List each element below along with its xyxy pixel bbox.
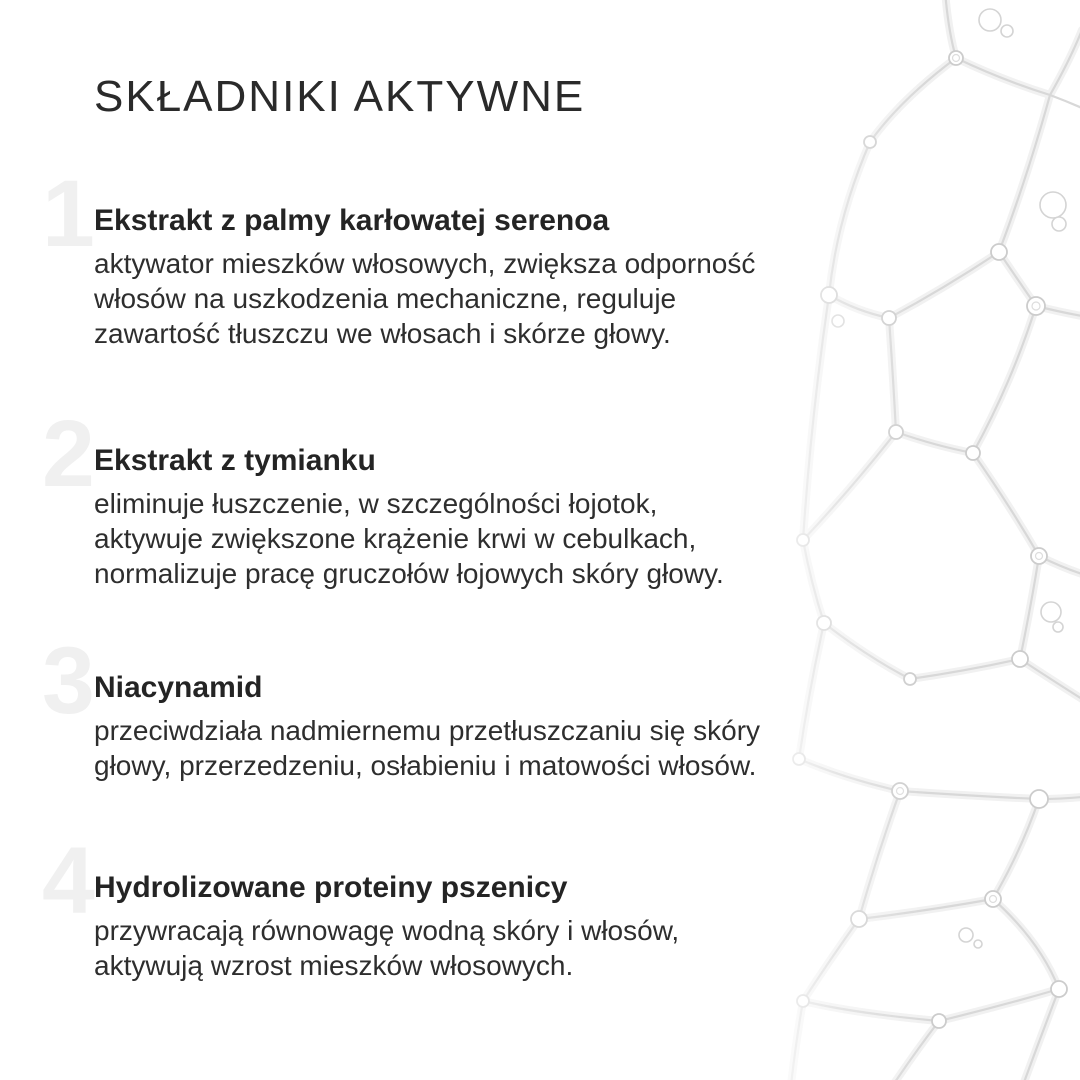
ingredient-description-line: zawartość tłuszczu we włosach i skórze głowy. <box>94 318 671 349</box>
ingredient-description-line: aktywują wzrost mieszków włosowych. <box>94 950 574 981</box>
ingredient-description-line: przeciwdziała nadmiernemu przetłuszczaniu się skóry <box>94 715 761 746</box>
ingredient-item-4 <box>42 828 680 983</box>
ingredient-description-line: normalizuje pracę gruczołów łojowych skóry głowy. <box>94 558 724 589</box>
ingredient-number-watermark: 1 <box>42 161 95 267</box>
ingredient-description-line: aktywuje zwiększone krążenie krwi w cebulkach, <box>94 523 697 554</box>
ingredient-description-line: aktywator mieszków włosowych, zwiększa odporność <box>94 248 756 279</box>
ingredient-description-line: przywracają równowagę wodną skóry i włosów, <box>94 915 680 946</box>
ingredient-name: Hydrolizowane proteiny pszenicy <box>94 871 568 904</box>
ingredient-number-watermark: 3 <box>42 628 95 734</box>
ingredient-item-2 <box>42 401 724 591</box>
ingredient-name: Ekstrakt z tymianku <box>94 444 376 477</box>
ingredient-number-watermark: 4 <box>42 828 95 934</box>
ingredient-description-line: głowy, przerzedzeniu, osłabieniu i matowości włosów. <box>94 750 757 781</box>
ingredient-item-1 <box>42 161 756 351</box>
ingredient-name: Ekstrakt z palmy karłowatej serenoa <box>94 204 610 237</box>
ingredient-name: Niacynamid <box>94 671 263 704</box>
ingredient-item-3 <box>42 628 761 783</box>
foam-bubbles-texture <box>740 0 1080 1080</box>
ingredient-description-line: eliminuje łuszczenie, w szczególności łojotok, <box>94 488 658 519</box>
ingredient-number-watermark: 2 <box>42 401 95 507</box>
ingredient-description-line: włosów na uszkodzenia mechaniczne, reguluje <box>94 283 677 314</box>
page-title: SKŁADNIKI AKTYWNE <box>94 72 586 121</box>
